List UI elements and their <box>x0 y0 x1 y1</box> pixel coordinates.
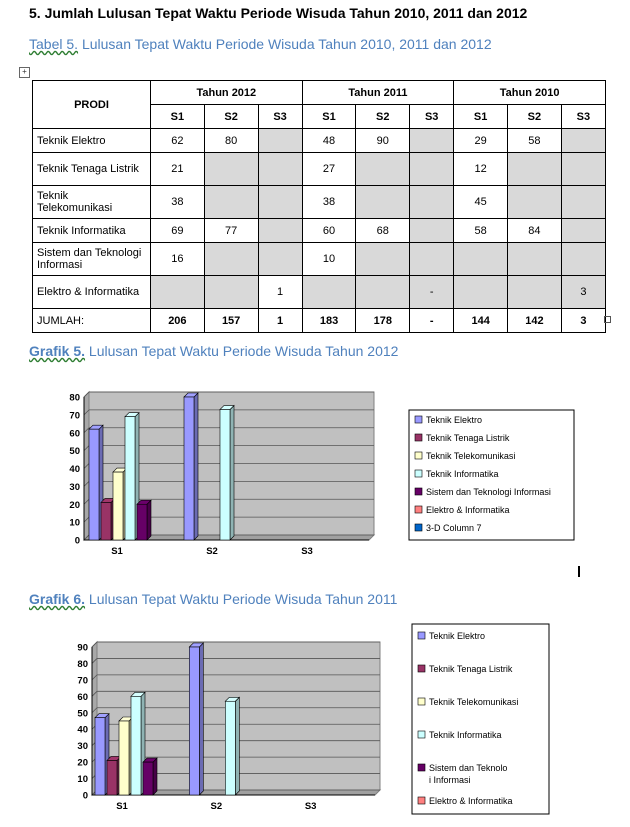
prodi-cell: Elektro & Informatika <box>33 276 151 309</box>
bar-front <box>107 760 117 795</box>
value-cell: 58 <box>454 219 508 243</box>
value-cell <box>258 186 302 219</box>
chart6-caption <box>29 591 397 607</box>
bar-side <box>235 697 239 795</box>
legend-label: Elektro & Informatika <box>426 505 510 515</box>
table-resize-handle-icon[interactable] <box>604 316 611 323</box>
chart5-caption <box>29 343 398 359</box>
value-cell: 60 <box>302 219 356 243</box>
section-heading: 5. Jumlah Lulusan Tepat Waktu Periode Wisuda Tahun 2010, 2011 dan 2012 <box>29 5 528 21</box>
value-cell: 16 <box>151 243 205 276</box>
value-cell <box>204 243 258 276</box>
y-tick-label: 90 <box>77 642 88 654</box>
y-tick-label: 0 <box>74 535 80 547</box>
value-cell: 3 <box>561 276 605 309</box>
value-cell: 178 <box>356 309 410 333</box>
value-cell <box>258 243 302 276</box>
prodi-cell: Sistem dan Teknologi Informasi <box>33 243 151 276</box>
value-cell <box>508 186 562 219</box>
y-tick-label: 20 <box>69 499 80 511</box>
prodi-cell: Teknik Tenaga Listrik <box>33 153 151 186</box>
legend-swatch <box>415 524 422 531</box>
x-tick-label: S1 <box>116 801 128 812</box>
value-cell: 38 <box>151 186 205 219</box>
legend-swatch <box>415 416 422 423</box>
value-cell: 206 <box>151 309 205 333</box>
value-cell: 90 <box>356 129 410 153</box>
value-cell: 29 <box>454 129 508 153</box>
value-cell: 80 <box>204 129 258 153</box>
chart5-caption-text: Lulusan Tepat Waktu Periode Wisuda Tahun 2012 <box>88 343 399 359</box>
bar-side <box>194 393 198 540</box>
value-cell <box>356 276 410 309</box>
value-cell: 58 <box>508 129 562 153</box>
bar-front <box>89 429 99 540</box>
column-header-prodi: PRODI <box>33 81 151 129</box>
value-cell: 144 <box>454 309 508 333</box>
y-tick-label: 80 <box>69 392 80 404</box>
value-cell: 157 <box>204 309 258 333</box>
table-total-row <box>33 309 606 333</box>
y-tick-label: 30 <box>77 741 88 753</box>
legend-swatch <box>418 665 425 672</box>
value-cell <box>410 243 454 276</box>
legend-swatch <box>418 731 425 738</box>
value-cell <box>561 186 605 219</box>
value-cell <box>410 153 454 186</box>
legend-label: Teknik Elektro <box>426 415 483 425</box>
value-cell <box>258 129 302 153</box>
value-cell <box>151 276 205 309</box>
value-cell: 45 <box>454 186 508 219</box>
bar <box>184 393 198 540</box>
table-row <box>33 129 606 153</box>
chart5-caption-label: Grafik 5. <box>29 343 86 359</box>
value-cell <box>302 276 356 309</box>
y-tick-label: 20 <box>77 757 88 769</box>
bar-front <box>189 647 199 795</box>
bar <box>143 758 157 795</box>
column-header-year: Tahun 2012 <box>151 81 303 105</box>
legend-swatch <box>415 452 422 459</box>
prodi-cell: Teknik Elektro <box>33 129 151 153</box>
value-cell: 183 <box>302 309 356 333</box>
prodi-cell: JUMLAH: <box>33 309 151 333</box>
table-caption <box>29 36 492 52</box>
column-header-degree: S3 <box>258 105 302 129</box>
legend-label: Teknik Telekomunikasi <box>429 697 519 707</box>
value-cell: - <box>410 276 454 309</box>
value-cell: 77 <box>204 219 258 243</box>
bar-front <box>220 410 230 540</box>
value-cell <box>258 219 302 243</box>
value-cell <box>410 186 454 219</box>
text-cursor <box>578 566 580 577</box>
chart-2012 <box>44 385 584 560</box>
table-row <box>33 243 606 276</box>
value-cell: 12 <box>454 153 508 186</box>
bar-front <box>95 718 105 795</box>
y-tick-label: 70 <box>77 675 88 687</box>
legend-swatch <box>415 506 422 513</box>
value-cell <box>454 243 508 276</box>
table-row <box>33 186 606 219</box>
y-tick-label: 60 <box>69 428 80 440</box>
bar <box>225 697 239 795</box>
value-cell <box>561 219 605 243</box>
value-cell: 10 <box>302 243 356 276</box>
value-cell <box>561 153 605 186</box>
value-cell <box>410 129 454 153</box>
bar-side <box>230 406 234 540</box>
bar-front <box>184 397 194 540</box>
legend-label: Teknik Elektro <box>429 631 486 641</box>
bar-side <box>147 500 151 540</box>
chart6-caption-text: Lulusan Tepat Waktu Periode Wisuda Tahun 2011 <box>88 591 398 607</box>
value-cell <box>508 276 562 309</box>
value-cell <box>508 153 562 186</box>
value-cell: 1 <box>258 309 302 333</box>
legend-swatch <box>415 470 422 477</box>
graduates-table <box>32 80 606 333</box>
chart-2011 <box>44 620 584 820</box>
bar-front <box>113 472 123 540</box>
y-tick-label: 30 <box>69 481 80 493</box>
legend-swatch <box>418 698 425 705</box>
y-tick-label: 10 <box>77 774 88 786</box>
chart-legend <box>412 624 549 814</box>
table-caption-label: Tabel 5. <box>29 36 79 52</box>
column-header-degree: S3 <box>561 105 605 129</box>
value-cell <box>561 129 605 153</box>
legend-label: Teknik Tenaga Listrik <box>426 433 510 443</box>
table-move-handle-icon[interactable]: + <box>19 67 30 78</box>
table-row <box>33 276 606 309</box>
y-tick-label: 10 <box>69 517 80 529</box>
y-tick-label: 80 <box>77 658 88 670</box>
bar-front <box>101 502 111 540</box>
column-header-degree: S1 <box>454 105 508 129</box>
value-cell <box>508 243 562 276</box>
legend-label: Teknik Informatika <box>426 469 499 479</box>
bar <box>189 643 203 795</box>
table-row <box>33 153 606 186</box>
value-cell: 84 <box>508 219 562 243</box>
column-header-degree: S1 <box>151 105 205 129</box>
value-cell: 38 <box>302 186 356 219</box>
x-tick-label: S1 <box>111 546 123 557</box>
legend-label: Sistem dan Teknolo <box>429 763 508 773</box>
legend-label: Elektro & Informatika <box>429 796 513 806</box>
bar-side <box>199 643 203 795</box>
prodi-cell: Teknik Informatika <box>33 219 151 243</box>
value-cell: 3 <box>561 309 605 333</box>
bar-side <box>153 758 157 795</box>
bar-front <box>119 721 129 795</box>
value-cell: 21 <box>151 153 205 186</box>
chart6-caption-label: Grafik 6. <box>29 591 86 607</box>
value-cell: 1 <box>258 276 302 309</box>
value-cell <box>356 186 410 219</box>
bar-front <box>131 696 141 795</box>
bar-front <box>137 504 147 540</box>
legend-label: 3-D Column 7 <box>426 523 482 533</box>
bar-front <box>225 701 235 795</box>
table-caption-text: Lulusan Tepat Waktu Periode Wisuda Tahun 2010, 2011 dan 2012 <box>81 36 492 52</box>
bar-front <box>143 762 153 795</box>
value-cell <box>204 276 258 309</box>
x-tick-label: S3 <box>304 801 317 812</box>
x-tick-label: S2 <box>210 801 223 812</box>
bar <box>137 500 151 540</box>
legend-swatch <box>418 764 425 771</box>
table-header-row <box>33 81 606 105</box>
legend-label: Teknik Tenaga Listrik <box>429 664 513 674</box>
legend-swatch <box>418 632 425 639</box>
y-tick-label: 50 <box>69 446 80 458</box>
y-tick-label: 40 <box>69 464 80 475</box>
column-header-degree: S3 <box>410 105 454 129</box>
value-cell: - <box>410 309 454 333</box>
prodi-cell: Teknik Telekomunikasi <box>33 186 151 219</box>
x-tick-label: S2 <box>206 546 218 557</box>
value-cell <box>356 153 410 186</box>
legend-label: Teknik Telekomunikasi <box>426 451 516 461</box>
value-cell: 68 <box>356 219 410 243</box>
y-tick-label: 40 <box>77 724 88 736</box>
legend-swatch <box>415 434 422 441</box>
x-tick-label: S3 <box>301 546 313 557</box>
column-header-degree: S2 <box>508 105 562 129</box>
legend-swatch <box>418 797 425 804</box>
y-tick-label: 70 <box>69 410 80 422</box>
column-header-year: Tahun 2011 <box>302 81 454 105</box>
value-cell <box>454 276 508 309</box>
value-cell <box>258 153 302 186</box>
value-cell: 69 <box>151 219 205 243</box>
column-header-degree: S1 <box>302 105 356 129</box>
value-cell <box>561 243 605 276</box>
legend-label: i Informasi <box>429 775 471 785</box>
y-tick-label: 60 <box>77 691 88 703</box>
value-cell: 27 <box>302 153 356 186</box>
column-header-degree: S2 <box>204 105 258 129</box>
value-cell: 142 <box>508 309 562 333</box>
column-header-year: Tahun 2010 <box>454 81 606 105</box>
value-cell: 48 <box>302 129 356 153</box>
value-cell <box>356 243 410 276</box>
y-tick-label: 0 <box>82 790 88 802</box>
legend-swatch <box>415 488 422 495</box>
value-cell <box>204 186 258 219</box>
table-row <box>33 219 606 243</box>
value-cell: 62 <box>151 129 205 153</box>
value-cell <box>410 219 454 243</box>
bar <box>220 406 234 540</box>
column-header-degree: S2 <box>356 105 410 129</box>
y-tick-label: 50 <box>77 708 88 720</box>
legend-label: Teknik Informatika <box>429 730 502 740</box>
value-cell <box>204 153 258 186</box>
bar-front <box>125 417 135 540</box>
legend-label: Sistem dan Teknologi Informasi <box>426 487 551 497</box>
